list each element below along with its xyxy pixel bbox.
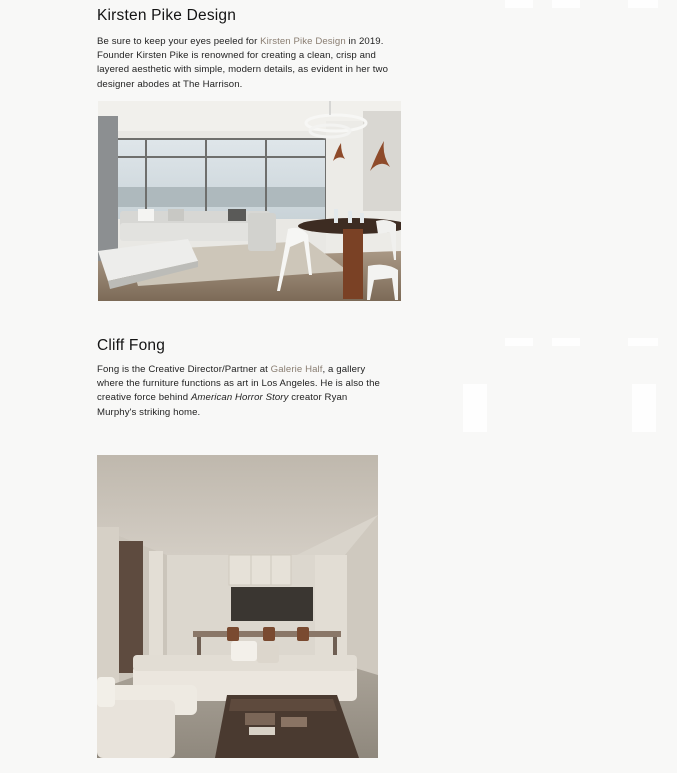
background-artifact xyxy=(632,384,656,432)
background-artifact xyxy=(463,384,487,432)
loft-living-room-photo xyxy=(97,455,378,758)
show-title: American Horror Story xyxy=(190,392,289,404)
section-title: Kirsten Pike Design xyxy=(97,7,237,24)
designer-link[interactable]: Kirsten Pike Design xyxy=(260,36,346,47)
background-artifact xyxy=(505,338,533,346)
gallery-link[interactable]: Galerie Half xyxy=(270,364,323,375)
paragraph-text: Fong is the Creative Director/Partner at xyxy=(97,364,271,375)
background-artifact xyxy=(628,0,658,8)
paragraph-text: in 2019. Founder Kirsten Pike is renowned for creating a clean, crisp and layered aesthetic with simple, modern details, as evident in her two designer abodes at The Harrison. xyxy=(97,36,389,90)
section-title: Cliff Fong xyxy=(97,337,166,354)
section-paragraph xyxy=(97,35,397,92)
paragraph-text: Be sure to keep your eyes peeled for xyxy=(97,36,261,47)
background-artifact xyxy=(628,338,658,346)
section-paragraph xyxy=(97,363,387,420)
paragraph-text: , a gallery where the furniture functions as art in Los Angeles. He is also the creative force behind xyxy=(97,364,380,404)
background-artifact xyxy=(505,0,533,8)
background-artifact xyxy=(552,0,580,8)
background-artifact xyxy=(552,338,580,346)
paragraph-text: creator Ryan Murphy's striking home. xyxy=(97,392,348,418)
living-room-photo xyxy=(98,101,401,301)
